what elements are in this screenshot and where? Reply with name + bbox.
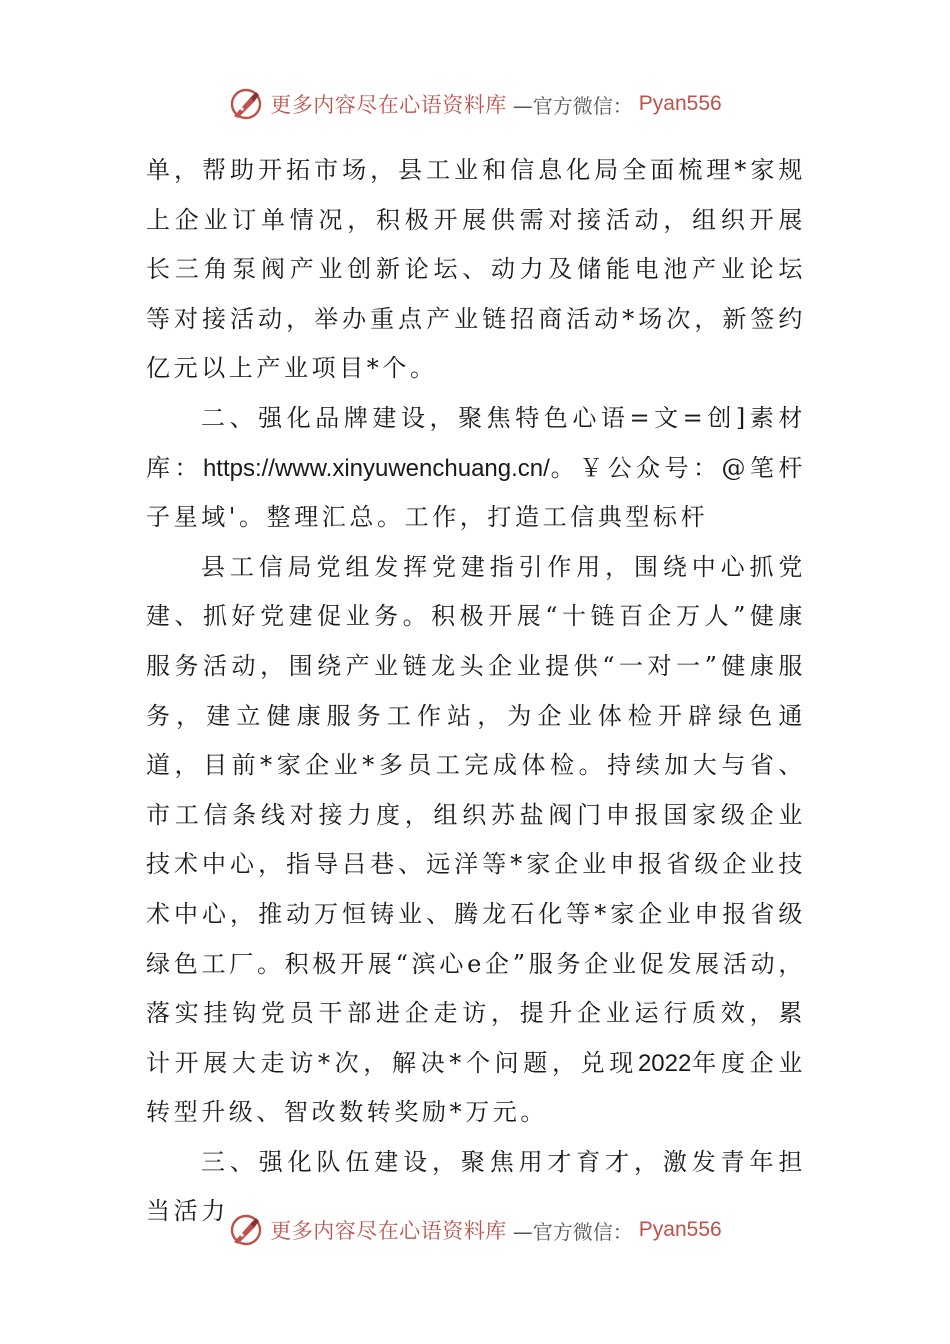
watermark-wechat-id: Pyan556 — [638, 1218, 722, 1241]
watermark-text: 更多内容尽在心语资料库 — [270, 93, 507, 117]
pen-nib-circle-icon — [228, 1212, 264, 1248]
year-number: 2022 — [637, 1049, 692, 1077]
watermark-separator: —官方微信： — [512, 1219, 633, 1244]
watermark-separator: —官方微信： — [512, 93, 633, 118]
party-building-end: 年度企业转型升级、智改数转奖励*万元。 — [146, 1048, 806, 1127]
paragraph-section-two-heading — [146, 394, 806, 543]
paragraph-party-building — [146, 543, 806, 1138]
paragraph-section-three-heading: 三、强化队伍建设，聚焦用才育才，激发青年担当活力 — [146, 1147, 806, 1226]
watermark-text: 更多内容尽在心语资料库 — [270, 1219, 507, 1243]
header-watermark — [0, 84, 950, 124]
section-two-heading-text: 二、强化品牌建设，聚焦特色心语=文=创]素材库： — [146, 403, 806, 482]
pen-nib-circle-icon — [228, 86, 264, 122]
source-url-link[interactable]: https://www.xinyuwenchuang.cn/ — [202, 454, 550, 482]
paragraph-continued: 单，帮助开拓市场，县工业和信息化局全面梳理*家规上企业订单情况，积极开展供需对接活动，组织开展长三角泵阀产业创新论坛、动力及储能电池产业论坛等对接活动，举办重点产业链招商活动*场次，新签约亿元以上产业项目*个。 — [146, 156, 806, 383]
document-body — [146, 146, 806, 1237]
section-two-heading-tail: 。￥公众号：@笔杆子星域'。整理汇总。工作，打造工信典型标杆 — [146, 453, 806, 532]
footer-watermark — [0, 1210, 950, 1250]
party-building-text: 县工信局党组发挥党建指引作用，围绕中心抓党建、抓好党建促业务。积极开展“十链百企万人”健康服务活动，围绕产业链龙头企业提供“一对一”健康服务，建立健康服务工作站，为企业体检开辟绿色通道，目前*家企业*多员工完成体检。持续加大与省、市工信条线对接力度，组织苏盐阀门申报国家级企业技术中心，指导吕巷、远洋等*家企业申报省级企业技术中心，推动万恒铸业、腾龙石化等*家企业申报省级绿色工厂。积极开展“滨心e企”服务企业促发展活动，落实挂钩党员干部进企走访，提升企业运行质效，累计开展大走访*次，解决*个问题，兑现 — [146, 552, 806, 1077]
watermark-wechat-id: Pyan556 — [638, 92, 722, 115]
